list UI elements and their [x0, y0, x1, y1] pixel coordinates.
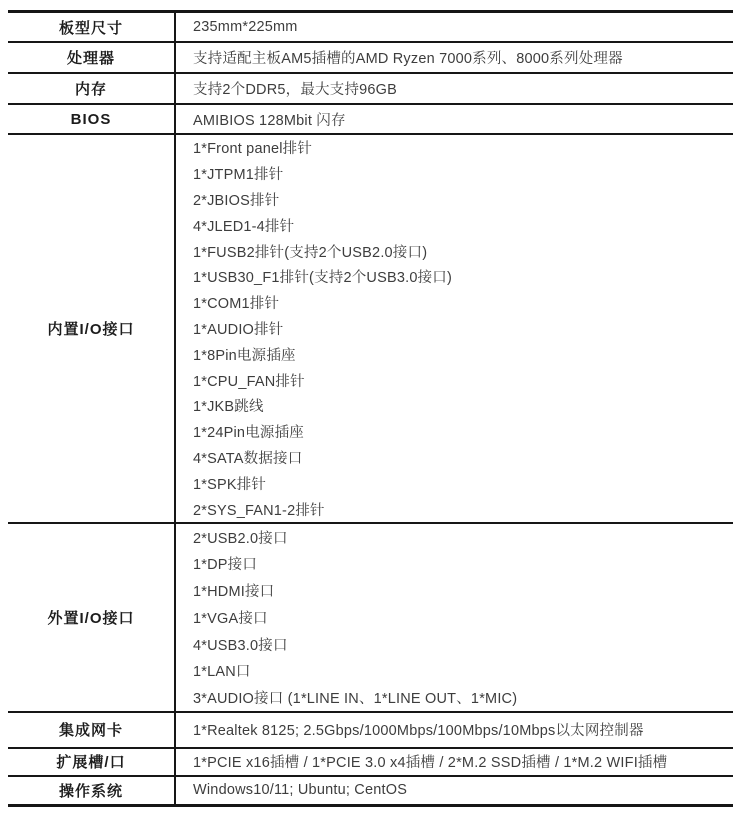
- spec-row-os: [8, 777, 733, 804]
- spec-row-external-io: [8, 524, 733, 713]
- spec-row-internal-io: [8, 135, 733, 524]
- motherboard-spec-table: [8, 10, 733, 807]
- spec-label-memory: 内存: [8, 74, 176, 103]
- internal-io-item: 4*SATA数据接口: [193, 450, 303, 467]
- external-io-item: 1*VGA接口: [193, 610, 268, 627]
- external-io-item: 2*USB2.0接口: [193, 530, 288, 547]
- internal-io-item: 1*JKB跳线: [193, 399, 264, 416]
- spec-label-os: 操作系统: [8, 777, 176, 804]
- spec-row-board-size: [8, 13, 733, 43]
- spec-value-expansion-slots: 1*PCIE x16插槽 / 1*PCIE 3.0 x4插槽 / 2*M.2 SSD插槽 / 1*M.2 WIFI插槽: [193, 755, 668, 772]
- spec-value-bios: AMIBIOS 128Mbit 闪存: [193, 112, 346, 129]
- spec-label-external-io: 外置I/O接口: [8, 524, 176, 711]
- internal-io-item: 1*CPU_FAN排针: [193, 373, 305, 390]
- internal-io-item: 1*24Pin电源插座: [193, 425, 304, 442]
- spec-value-cpu: 支持适配主板AM5插槽的AMD Ryzen 7000系列、8000系列处理器: [193, 51, 623, 67]
- external-io-item: 1*HDMI接口: [193, 584, 275, 601]
- internal-io-item: 1*Front panel排针: [193, 141, 313, 158]
- spec-row-cpu: [8, 43, 733, 74]
- external-io-item: 1*LAN口: [193, 664, 251, 681]
- spec-value-ethernet: 1*Realtek 8125; 2.5Gbps/1000Mbps/100Mbps/10Mbps以太网控制器: [193, 723, 644, 740]
- spec-value-internal-io: [176, 135, 733, 522]
- spec-value-os: Windows10/11; Ubuntu; CentOS: [193, 782, 408, 799]
- spec-label-expansion-slots: 扩展槽/口: [8, 749, 176, 775]
- spec-label-cpu: 处理器: [8, 43, 176, 72]
- spec-value-board-size: 235mm*225mm: [193, 19, 298, 35]
- spec-label-bios: BIOS: [8, 105, 176, 133]
- internal-io-item: 1*FUSB2排针(支持2个USB2.0接口): [193, 244, 428, 261]
- internal-io-item: 2*JBIOS排针: [193, 192, 280, 209]
- spec-label-board-size: 板型尺寸: [8, 13, 176, 41]
- spec-label-ethernet: 集成网卡: [8, 713, 176, 747]
- internal-io-item: 1*8Pin电源插座: [193, 347, 296, 364]
- external-io-item: 3*AUDIO接口 (1*LINE IN、1*LINE OUT、1*MIC): [193, 690, 518, 707]
- internal-io-item: 1*COM1排针: [193, 296, 280, 313]
- spec-value-memory: 支持2个DDR5，最大支持96GB: [193, 82, 398, 98]
- internal-io-item: 1*USB30_F1排针(支持2个USB3.0接口): [193, 270, 453, 287]
- spec-row-expansion-slots: [8, 749, 733, 777]
- spec-row-ethernet: [8, 713, 733, 749]
- internal-io-item: 1*JTPM1排针: [193, 167, 284, 184]
- external-io-item: 1*DP接口: [193, 557, 258, 574]
- internal-io-item: 1*SPK排针: [193, 476, 267, 493]
- internal-io-item: 2*SYS_FAN1-2排针: [193, 502, 325, 519]
- internal-io-item: 4*JLED1-4排针: [193, 218, 295, 235]
- spec-value-external-io: [176, 524, 733, 711]
- spec-label-internal-io: 内置I/O接口: [8, 135, 176, 522]
- spec-row-memory: [8, 74, 733, 105]
- spec-row-bios: [8, 105, 733, 135]
- external-io-item: 4*USB3.0接口: [193, 637, 288, 654]
- internal-io-item: 1*AUDIO排针: [193, 321, 284, 338]
